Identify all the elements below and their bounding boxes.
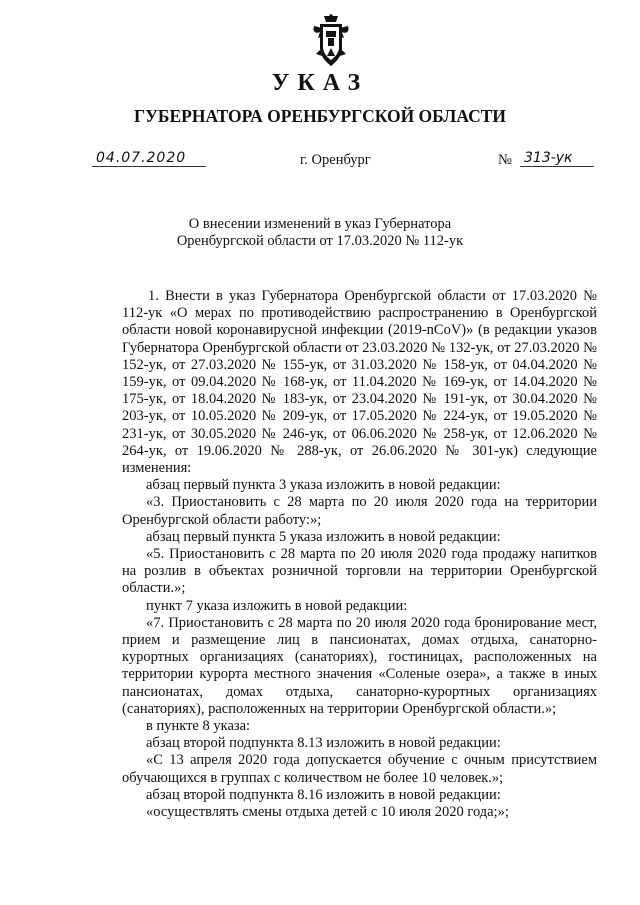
paragraph: «5. Приостановить с 28 марта по 20 июля 2020 года продажу напитков на розлив в объектах розничной торговли на территории Оренбургской области.»;: [122, 546, 597, 597]
paragraph: 1. Внести в указ Губернатора Оренбургской области от 17.03.2020 № 112-ук «О мерах по противодействию распространению в Оренбургской области новой коронавирусной инфекции (2019-nCoV)» (в редакции указов Губернатора Оренбургской области от 23.03.2020 № 132-ук, от 27.03.2020 № 152-ук, от 27.03.2020 № 155-ук, от 31.03.2020 № 158-ук, от 04.04.2020 № 159-ук, от 09.04.2020 № 168-ук, от 11.04.2020 № 169-ук, от 14.04.2020 № 175-ук, от 18.04.2020 № 183-ук, от 23.04.2020 № 191-ук, от 30.04.2020 № 203-ук, от 10.05.2020 № 209-ук, от 17.05.2020 № 224-ук, от 19.05.2020 № 231-ук, от 30.05.2020 № 246-ук, от 06.06.2020 № 258-ук, от 12.06.2020 № 264-ук, от 19.06.2020 № 288-ук, от 26.06.2020 № 301-ук) следующие изменения:: [122, 288, 597, 477]
paragraph: «3. Приостановить с 28 марта по 20 июля 2020 года на территории Оренбургской области работу:»;: [122, 494, 597, 528]
paragraph: в пункте 8 указа:: [146, 718, 251, 735]
heading-line: О внесении изменений в указ Губернатора: [188, 216, 452, 232]
paragraph: абзац второй подпункта 8.13 изложить в новой редакции:: [146, 735, 501, 752]
document-title: УКАЗ: [271, 70, 369, 96]
paragraph: абзац первый пункта 5 указа изложить в новой редакции:: [146, 528, 501, 545]
document-number-label: №: [498, 152, 512, 168]
document-body: [122, 288, 597, 821]
heading-line: Оренбургской области от 17.03.2020 № 112-ук: [176, 233, 464, 249]
document-heading: [0, 216, 640, 250]
document-meta: [0, 150, 640, 174]
paragraph: абзац второй подпункта 8.16 изложить в новой редакции:: [146, 786, 501, 803]
paragraph: «7. Приостановить с 28 марта по 20 июля 2020 года бронирование мест, прием и размещение лиц в пансионатах, домах отдыха, санаторно-курортных организациях (санаториях), гостиницах, расположенных на территории курорта местного значения «Соленые озера», а также в иных пансионатах, домах отдыха, санаторно-курортных организациях (санаториях), расположенных на территории Оренбургской области.»;: [122, 614, 597, 717]
document-number: 313-ук: [520, 150, 594, 167]
coat-of-arms-icon: [310, 14, 352, 68]
paragraph: «С 13 апреля 2020 года допускается обучение с очным присутствием обучающихся в группах с количеством не более 10 человек.»;: [122, 752, 597, 786]
paragraph: абзац первый пункта 3 указа изложить в новой редакции:: [146, 477, 501, 494]
paragraph: пункт 7 указа изложить в новой редакции:: [146, 597, 408, 614]
document-subtitle: ГУБЕРНАТОРА ОРЕНБУРГСКОЙ ОБЛАСТИ: [133, 106, 507, 126]
paragraph: «осуществлять смены отдыха детей с 10 июля 2020 года;»;: [146, 804, 509, 821]
document-date: 04.07.2020: [92, 150, 206, 167]
document-city: г. Оренбург: [300, 152, 371, 168]
